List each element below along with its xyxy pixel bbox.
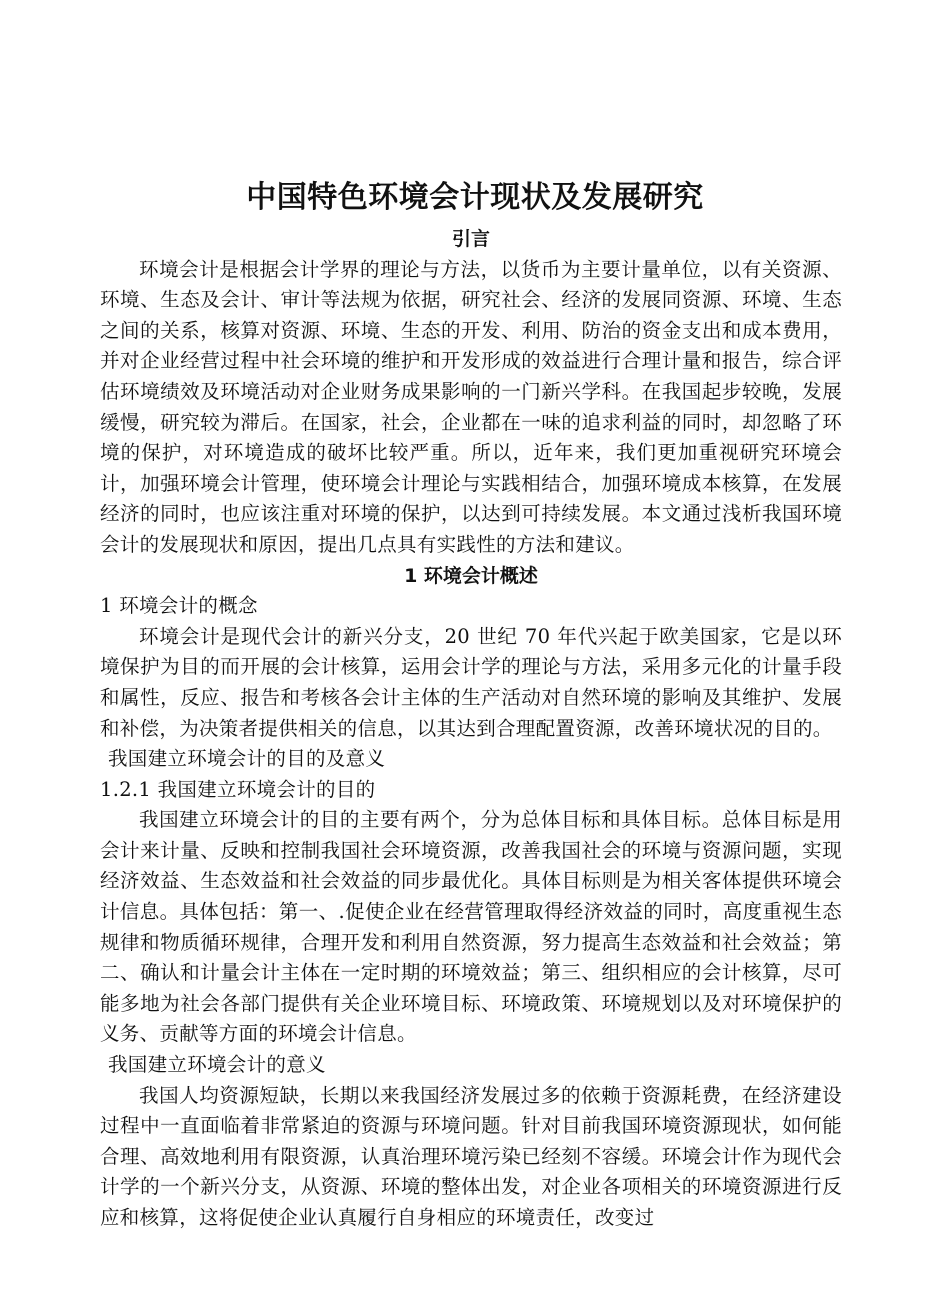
subsection-1-heading: 1 环境会计的概念 bbox=[100, 594, 258, 618]
subsection-2-1-heading: 1.2.1 我国建立环境会计的目的 bbox=[100, 777, 376, 801]
subsection-1-paragraph: 环境会计是现代会计的新兴分支，20 世纪 70 年代兴起于欧美国家，它是以环境保护为目的而开展的会计核算，运用会计学的理论与方法，采用多元化的计量手段和属性，反应、报告和考核各会计主体的生产活动对自然环境的影响及其维护、发展和补偿，为决策者提供相关的信息，以其达到合理配置资源，改善环境状况的目的。 bbox=[100, 624, 842, 740]
subsection-2-2-heading: 我国建立环境会计的意义 bbox=[108, 1053, 326, 1077]
intro-heading: 引言 bbox=[451, 228, 490, 250]
intro-paragraph: 环境会计是根据会计学界的理论与方法，以货币为主要计量单位，以有关资源、环境、生态及会计、审计等法规为依据，研究社会、经济的发展同资源、环境、生态之间的关系，核算对资源、环境、生态的开发、利用、防治的资金支出和成本费用，并对企业经营过程中社会环境的维护和开发形成的效益进行合理计量和报告，综合评估环境绩效及环境活动对企业财务成果影响的一门新兴学科。在我国起步较晚，发展缓慢，研究较为滞后。在国家，社会，企业都在一味的追求利益的同时，却忽略了环境的保护，对环境造成的破坏比较严重。所以，近年来，我们更加重视研究环境会计，加强环境会计管理，使环境会计理论与实践相结合，加强环境成本核算，在发展经济的同时，也应该注重对环境的保护，以达到可持续发展。本文通过浅析我国环境会计的发展现状和原因，提出几点具有实践性的方法和建议。 bbox=[100, 257, 842, 556]
document-title: 中国特色环境会计现状及发展研究 bbox=[246, 180, 704, 215]
section1-heading: 1 环境会计概述 bbox=[404, 564, 538, 587]
subsection-2-1-paragraph: 我国建立环境会计的目的主要有两个，分为总体目标和具体目标。总体目标是用会计来计量、反映和控制我国社会环境资源，改善我国社会的环境与资源问题，实现经济效益、生态效益和社会效益的同步最优化。具体目标则是为相关客体提供环境会计信息。具体包括：第一、.促使企业在经营管理取得经济效益的同时，高度重视生态规律和物质循环规律，合理开发和利用自然资源，努力提高生态效益和社会效益；第二、确认和计量会计主体在一定时期的环境效益；第三、组织相应的会计核算，尽可能多地为社会各部门提供有关企业环境目标、环境政策、环境规划以及对环境保护的义务、贡献等方面的环境会计信息。 bbox=[100, 808, 842, 1046]
subsection-2-2-paragraph: 我国人均资源短缺，长期以来我国经济发展过多的依赖于资源耗费，在经济建设过程中一直面临着非常紧迫的资源与环境问题。针对目前我国环境资源现状，如何能合理、高效地利用有限资源，认真治理环境污染已经刻不容缓。环境会计作为现代会计学的一个新兴分支，从资源、环境的整体出发，对企业各项相关的环境资源进行反应和核算，这将促使企业认真履行自身相应的环境责任，改变过 bbox=[100, 1083, 842, 1229]
subsection-2-heading: 我国建立环境会计的目的及意义 bbox=[108, 747, 386, 771]
